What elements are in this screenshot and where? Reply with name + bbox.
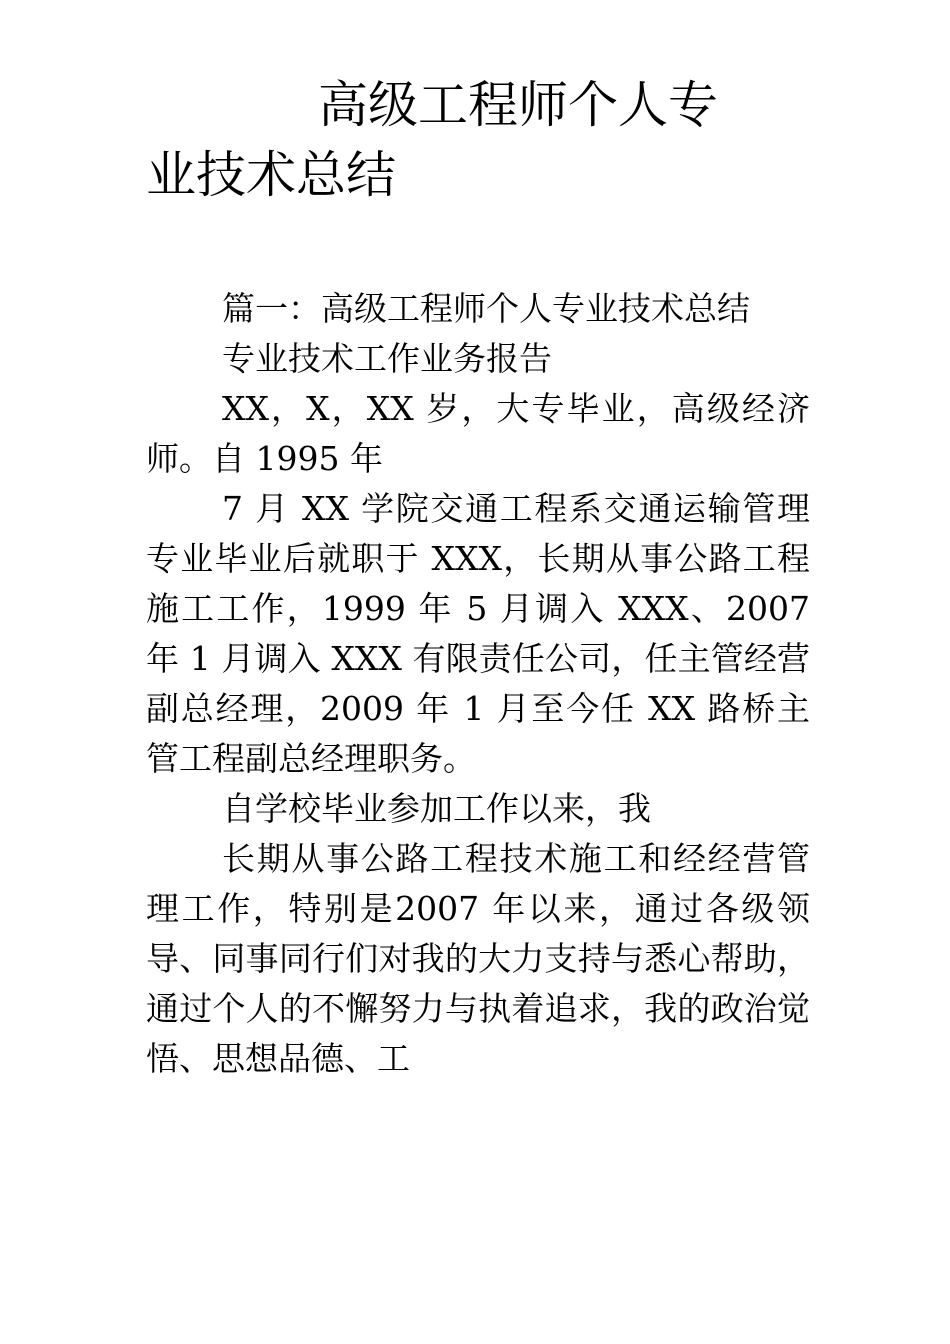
- document-title: [146, 70, 810, 210]
- section-heading: 篇一：高级工程师个人专业技术总结: [222, 289, 750, 328]
- paragraph-work-summary: 长期从事公路工程技术施工和经经营管理工作，特别是2007 年以来，通过各级领导、同事同行们对我的大力支持与悉心帮助，通过个人的不懈努力与执着追求，我的政治觉悟、思想品德、工: [146, 839, 810, 1078]
- title-line-2: 业技术总结: [146, 146, 396, 204]
- report-subtitle: 专业技术工作业务报告: [222, 339, 552, 378]
- paragraph-career: 7 月 XX 学院交通工程系交通运输管理专业毕业后就职于 XXX，长期从事公路工程施工工作，1999 年 5 月调入 XXX、2007 年 1 月调入 XXX 有限责任公司，任主管经营副总经理，2009 年 1 月至今任 XX 路桥主管工程副总经理职务。: [146, 489, 810, 778]
- document-body: [146, 284, 810, 1084]
- title-line-1: 高级工程师个人专: [318, 76, 718, 134]
- paragraph-since-graduation: 自学校毕业参加工作以来，我: [222, 789, 651, 828]
- document-page: [146, 70, 810, 1084]
- paragraph-intro: XX，X，XX 岁，大专毕业，高级经济师。自 1995 年: [146, 389, 810, 478]
